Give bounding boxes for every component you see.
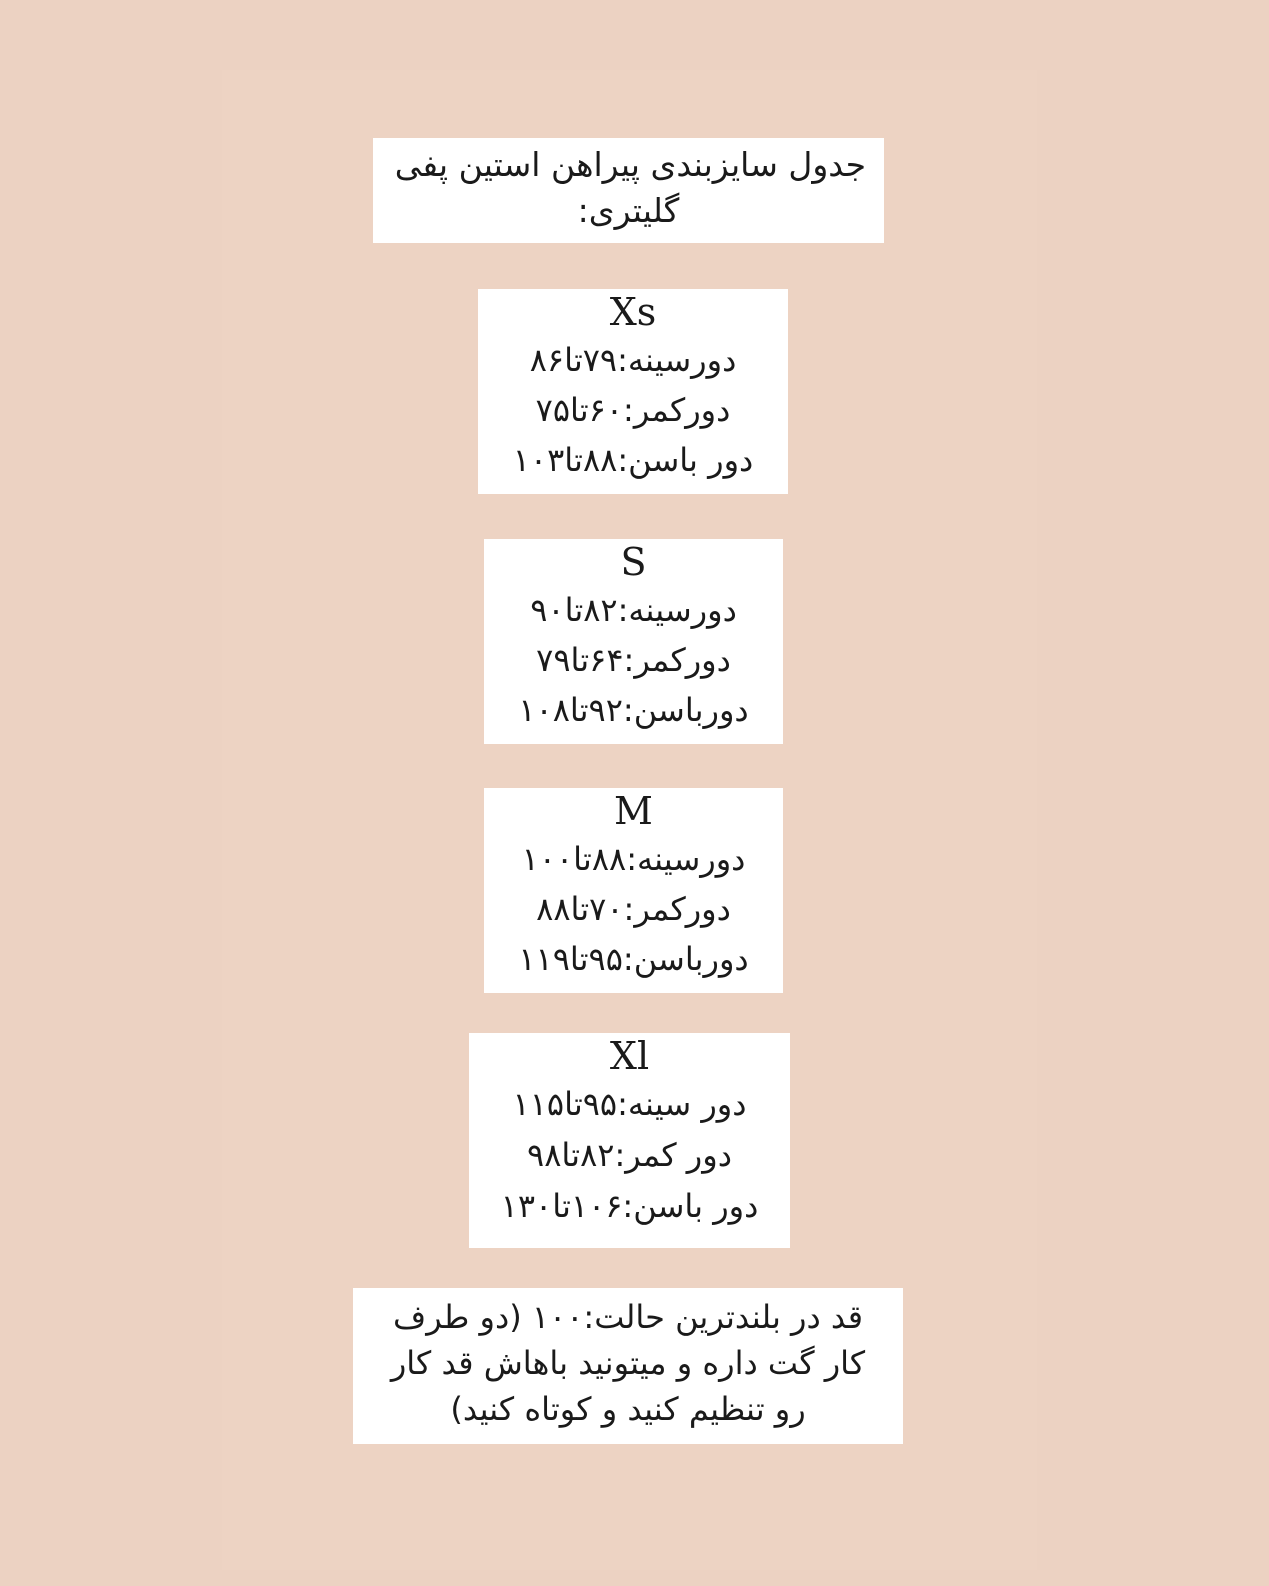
hip-measurement: دور باسن:۱۰۶تا۱۳۰ — [500, 1187, 759, 1225]
title-line-2: گلیتری: — [577, 191, 680, 230]
chest-measurement: دورسینه:۷۹تا۸۶ — [529, 341, 737, 379]
size-chart-title — [373, 138, 884, 243]
size-card-s — [484, 539, 783, 744]
chest-measurement: دورسینه:۸۸تا۱۰۰ — [521, 840, 746, 878]
hip-measurement: دور باسن:۸۸تا۱۰۳ — [512, 441, 754, 479]
size-card-xs — [478, 289, 788, 494]
size-card-xl — [469, 1033, 790, 1248]
note-line-3: رو تنظیم کنید و کوتاه کنید) — [450, 1390, 806, 1428]
size-label: M — [614, 789, 653, 833]
chest-measurement: دور سینه:۹۵تا۱۱۵ — [512, 1085, 747, 1123]
waist-measurement: دورکمر:۶۰تا۷۵ — [535, 391, 731, 429]
size-label: Xl — [609, 1034, 650, 1078]
size-label: S — [620, 540, 647, 584]
waist-measurement: دورکمر:۷۰تا۸۸ — [536, 890, 731, 928]
hip-measurement: دورباسن:۹۲تا۱۰۸ — [518, 691, 749, 729]
note-line-2: کار گت داره و میتونید باهاش قد کار — [390, 1344, 866, 1382]
waist-measurement: دورکمر:۶۴تا۷۹ — [536, 641, 731, 679]
chest-measurement: دورسینه:۸۲تا۹۰ — [530, 591, 737, 629]
length-note — [353, 1288, 903, 1444]
title-line-1: جدول سایزبندی پیراهن استین پفی — [394, 145, 866, 184]
size-card-m — [484, 788, 783, 993]
size-label: Xs — [609, 290, 657, 334]
note-line-1: قد در بلندترین حالت:۱۰۰ (دو طرف — [393, 1298, 863, 1336]
waist-measurement: دور کمر:۸۲تا۹۸ — [527, 1136, 732, 1174]
hip-measurement: دورباسن:۹۵تا۱۱۹ — [518, 940, 749, 978]
